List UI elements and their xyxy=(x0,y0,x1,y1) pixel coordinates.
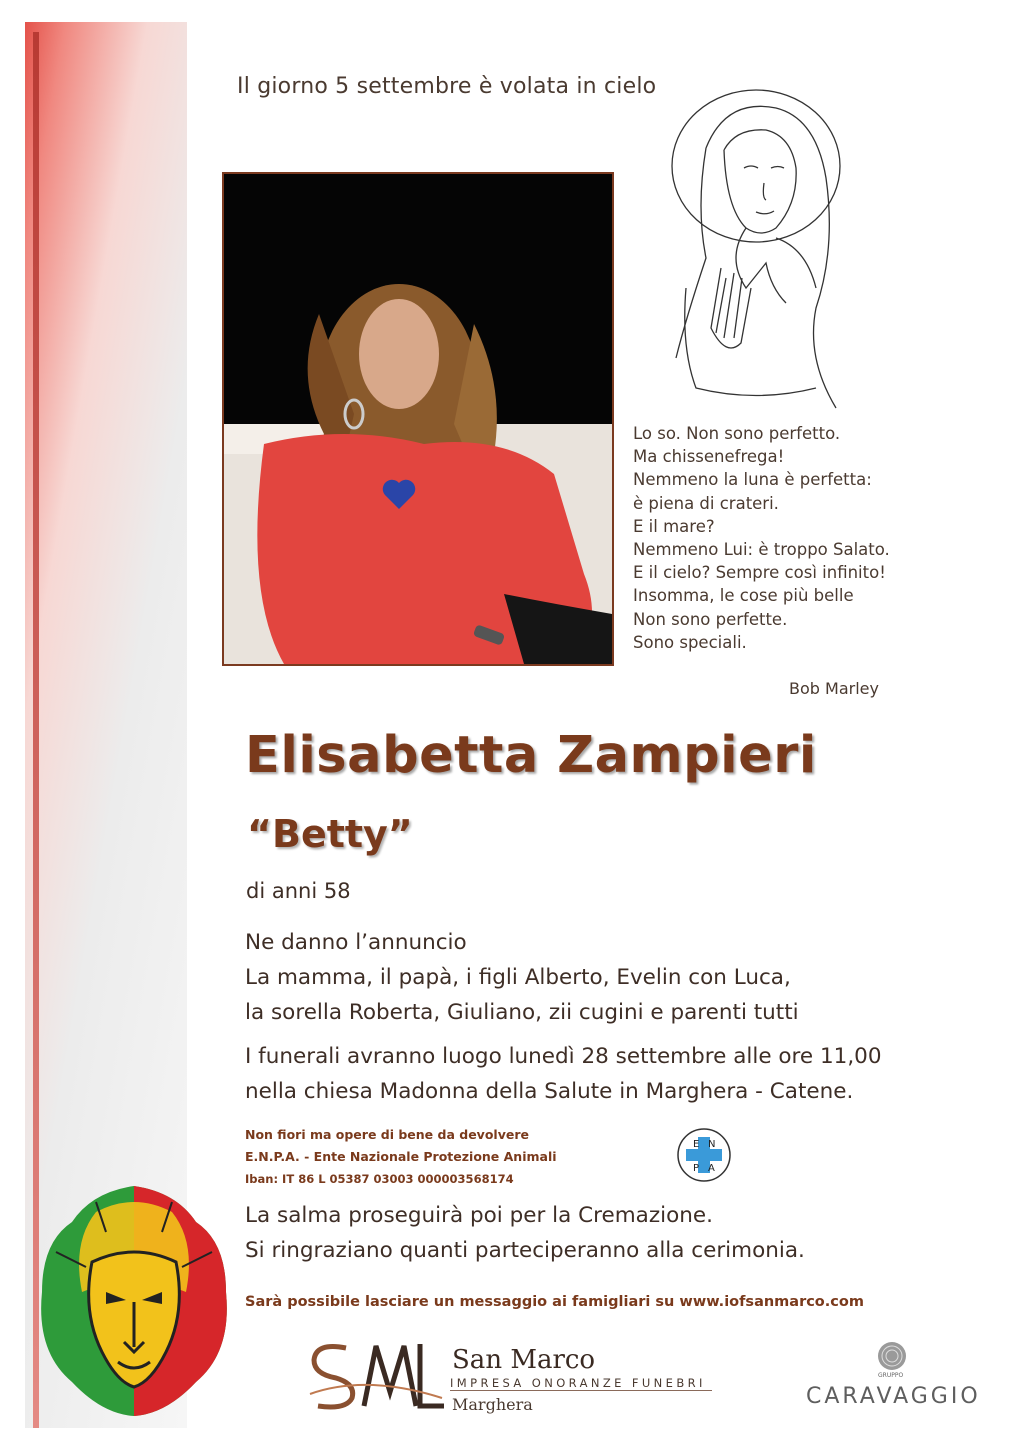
enpa-letter-n: N xyxy=(708,1139,716,1150)
poem-line: Insomma, le cose più belle xyxy=(633,586,854,606)
enpa-letter-p: P xyxy=(693,1163,700,1174)
donation-iban: Iban: IT 86 L 05387 03003 000003568174 xyxy=(245,1172,514,1186)
donation-info xyxy=(245,1124,557,1190)
san-marco-monogram xyxy=(306,1334,446,1414)
deceased-age: di anni 58 xyxy=(246,879,351,903)
poem-line: Non sono perfette. xyxy=(633,609,788,629)
intro-text: Il giorno 5 settembre è volata in cielo xyxy=(237,74,657,99)
madonna-drawing xyxy=(666,88,858,410)
enpa-cross-icon xyxy=(676,1127,732,1183)
funeral-info xyxy=(245,1039,882,1109)
poem-line: E il mare? xyxy=(633,516,715,536)
group-name: CARAVAGGIO xyxy=(806,1384,981,1409)
announcement-line: la sorella Roberta, Giuliano, zii cugini e parenti tutti xyxy=(245,1000,799,1025)
closing-text xyxy=(245,1198,805,1268)
poem-line: Nemmeno Lui: è troppo Salato. xyxy=(633,540,890,560)
closing-line: Si ringraziano quanti parteciperanno alla cerimonia. xyxy=(245,1238,805,1263)
funeral-home-divider xyxy=(450,1390,712,1391)
funeral-home-name: San Marco xyxy=(452,1345,596,1375)
enpa-letter-a: A xyxy=(708,1163,715,1174)
enpa-letter-e: E xyxy=(693,1139,700,1150)
poem-line: Lo so. Non sono perfetto. xyxy=(633,424,841,443)
announcement xyxy=(245,925,799,1030)
deceased-name: Elisabetta Zampieri xyxy=(245,726,817,785)
poem-line: Ma chissenefrega! xyxy=(633,447,785,467)
poem-line: E il cielo? Sempre così infinito! xyxy=(633,563,886,583)
closing-line: La salma proseguirà poi per la Cremazione. xyxy=(245,1203,713,1228)
poem-line: è piena di crateri. xyxy=(633,493,779,513)
donation-line: E.N.P.A. - Ente Nazionale Protezione Animali xyxy=(245,1149,557,1164)
message-note: Sarà possibile lasciare un messaggio ai famigliari su www.iofsanmarco.com xyxy=(245,1294,864,1310)
portrait-image xyxy=(224,174,612,664)
poem-line: Sono speciali. xyxy=(633,632,747,652)
group-label: GRUPPO xyxy=(878,1372,904,1379)
funeral-line: I funerali avranno luogo lunedì 28 settembre alle ore 11,00 xyxy=(245,1044,882,1069)
poem-author: Bob Marley xyxy=(789,679,879,698)
funeral-home-place: Marghera xyxy=(452,1395,533,1414)
poem-line: Nemmeno la luna è perfetta: xyxy=(633,470,872,490)
announcement-line: La mamma, il papà, i figli Alberto, Evelin con Luca, xyxy=(245,965,791,990)
portrait-photo xyxy=(222,172,614,666)
poem xyxy=(633,422,890,654)
funeral-line: nella chiesa Madonna della Salute in Marghera - Catene. xyxy=(245,1079,854,1104)
lion-icon xyxy=(36,1182,232,1418)
deceased-nickname: “Betty” xyxy=(247,812,413,856)
funeral-home-subtitle: IMPRESA ONORANZE FUNEBRI xyxy=(450,1376,706,1390)
announcement-line: Ne danno l’annuncio xyxy=(245,930,467,955)
donation-line: Non fiori ma opere di bene da devolvere xyxy=(245,1127,529,1142)
